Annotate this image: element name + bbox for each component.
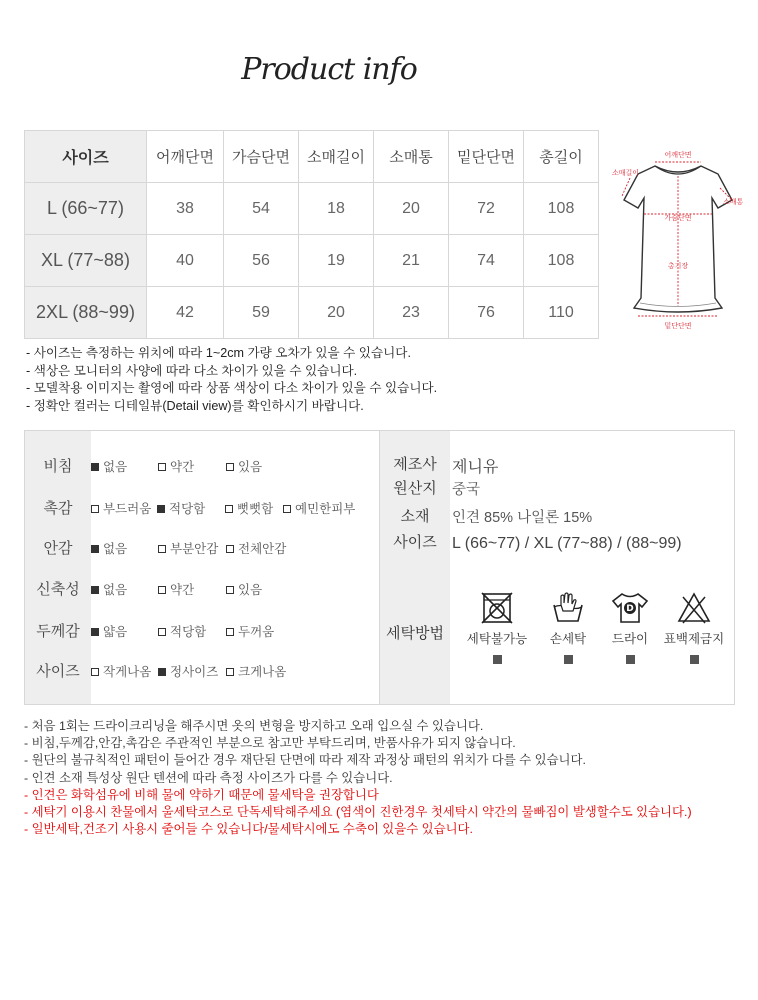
table-row [25, 183, 599, 235]
care-notes [24, 718, 692, 838]
attribute-option [226, 457, 296, 475]
warning-note-line: - 인견은 화학섬유에 비해 물에 약하기 때문에 물세탁을 권장합니다 [24, 787, 379, 802]
option-label: 부드러움 [103, 502, 152, 516]
sleeve-width-label: 소매통 [723, 198, 744, 206]
attribute-options [91, 622, 296, 640]
sleeve-length-label: 소매길이 [612, 169, 640, 177]
size-notes [26, 345, 437, 415]
unchecked-box-icon [225, 505, 233, 513]
dry-clean-icon [610, 591, 650, 625]
wash-marker [626, 655, 635, 664]
wash-label-text: 드라이 [611, 632, 649, 646]
note-line: - 사이즈는 측정하는 위치에 따라 1~2cm 가량 오차가 있을 수 있습니다. [26, 346, 411, 360]
wash-marker [564, 655, 573, 664]
attribute-options [91, 580, 296, 598]
attribute-option [158, 622, 226, 640]
size-cell: 2XL (88~99) [25, 287, 147, 339]
table-cell: 110 [524, 287, 599, 339]
warning-note-line: - 일반세탁,건조기 사용시 줄어들 수 있습니다/물세탁시에도 수축이 있을수 있습니다. [24, 822, 473, 837]
attribute-option [158, 539, 226, 557]
table-cell: 72 [449, 183, 524, 235]
attribute-option [283, 499, 363, 517]
unchecked-box-icon [158, 628, 166, 636]
attribute-option [91, 580, 158, 598]
option-label: 약간 [170, 460, 195, 474]
attribute-option [91, 622, 158, 640]
hem-label: 밑단단면 [664, 322, 692, 330]
table-cell: 74 [449, 235, 524, 287]
origin-label: 원산지 [393, 480, 437, 497]
attributes-panel [25, 431, 379, 704]
option-label: 전체안감 [238, 542, 287, 556]
option-label: 부분안감 [170, 542, 219, 556]
option-label: 없음 [103, 542, 128, 556]
attribute-options [91, 539, 296, 557]
hand-wash-icon [551, 591, 585, 625]
note-line: - 색상은 모니터의 사양에 따라 다소 차이가 있을 수 있습니다. [26, 363, 358, 378]
table-cell: 20 [374, 183, 449, 235]
attribute-option [226, 622, 296, 640]
table-cell: 23 [374, 287, 449, 339]
note-line: - 처음 1회는 드라이크리닝을 해주시면 옷의 변형을 방지하고 오래 입으실 수 있습니다. [24, 719, 484, 733]
size-table-header [25, 131, 599, 183]
table-cell: 19 [299, 235, 374, 287]
attribute-option [91, 539, 158, 557]
size-cell: L (66~77) [25, 183, 147, 235]
no-bleach-icon [677, 591, 711, 625]
svg-text:D: D [626, 604, 634, 614]
attribute-option [225, 499, 283, 517]
table-cell: 76 [449, 287, 524, 339]
size-table [24, 130, 599, 339]
attribute-label: 두께감 [36, 623, 80, 640]
chest-header: 가슴단면 [224, 131, 299, 183]
table-cell: 108 [524, 183, 599, 235]
attribute-options [91, 662, 296, 680]
product-details-panel [379, 431, 735, 704]
table-cell: 18 [299, 183, 374, 235]
no-washing-machine-icon [480, 591, 514, 625]
origin-value: 중국 [452, 482, 481, 498]
unchecked-box-icon [158, 586, 166, 594]
attribute-label: 신축성 [36, 581, 80, 598]
manufacturer-value: 제니유 [452, 459, 499, 476]
unchecked-box-icon [226, 668, 234, 676]
total-length-header: 총길이 [524, 131, 599, 183]
checked-box-icon [91, 628, 99, 636]
table-cell: 20 [299, 287, 374, 339]
table-cell: 56 [224, 235, 299, 287]
note-line: - 비침,두께감,안감,촉감은 주관적인 부분으로 참고만 부탁드리며, 반품사유가 되지 않습니다. [24, 736, 516, 751]
wash-label-text: 표백제금지 [663, 632, 725, 646]
material-value: 인견 85% 나일론 15% [452, 510, 593, 526]
wash-label-text: 손세탁 [549, 632, 587, 646]
hem-header: 밑단단면 [449, 131, 524, 183]
size-header: 사이즈 [25, 131, 147, 183]
attribute-option [91, 499, 157, 517]
unchecked-box-icon [158, 463, 166, 471]
size-label: 사이즈 [393, 534, 437, 551]
option-label: 적당함 [169, 502, 206, 516]
table-cell: 42 [147, 287, 224, 339]
unchecked-box-icon [283, 505, 291, 513]
note-line: - 인견 소재 특성상 원단 텐션에 따라 측정 사이즈가 다를 수 있습니다. [24, 770, 393, 785]
dress-measurement-diagram [608, 148, 748, 333]
note-line: - 원단의 불규칙적인 패턴이 들어간 경우 재단된 단면에 따라 제작 과정상 패턴의 위치가 다를 수 있습니다. [24, 753, 586, 768]
table-row [25, 235, 599, 287]
unchecked-box-icon [226, 463, 234, 471]
attribute-option [226, 662, 296, 680]
unchecked-box-icon [226, 586, 234, 594]
table-cell: 59 [224, 287, 299, 339]
sleeve-length-header: 소매길이 [299, 131, 374, 183]
table-cell: 40 [147, 235, 224, 287]
attribute-options [91, 457, 296, 475]
option-label: 적당함 [170, 625, 207, 639]
shoulder-label: 어깨단면 [664, 151, 692, 159]
attribute-label: 촉감 [43, 500, 73, 517]
option-label: 얇음 [103, 625, 128, 639]
table-cell: 21 [374, 235, 449, 287]
checked-box-icon [91, 545, 99, 553]
table-cell: 108 [524, 235, 599, 287]
chest-label: 가슴단면 [664, 214, 692, 222]
wash-marker [690, 655, 699, 664]
unchecked-box-icon [226, 628, 234, 636]
note-line: - 정확안 컬러는 디테일뷰(Detail view)를 확인하시기 바랍니다. [26, 398, 364, 413]
option-label: 예민한피부 [295, 502, 356, 516]
wash-item [599, 591, 661, 664]
attribute-option [226, 539, 296, 557]
attribute-option [158, 457, 226, 475]
material-label: 소재 [400, 508, 430, 525]
attribute-option [158, 662, 226, 680]
wash-label-text: 세탁불가능 [466, 632, 528, 646]
unchecked-box-icon [158, 545, 166, 553]
option-label: 작게나옴 [103, 665, 152, 679]
warning-note-line: - 세탁기 이용시 찬물에서 울세탁코스로 단독세탁해주세요 (염색이 진한경우 첫세탁시 약간의 물빠짐이 발생할수도 있습니다.) [24, 805, 692, 820]
attribute-option [91, 662, 158, 680]
option-label: 없음 [103, 460, 128, 474]
option-label: 있음 [238, 460, 263, 474]
page-title: Product info [241, 52, 417, 87]
option-label: 없음 [103, 583, 128, 597]
wash-label: 세탁방법 [386, 625, 444, 642]
table-cell: 54 [224, 183, 299, 235]
product-info-box [24, 430, 735, 705]
checked-box-icon [91, 463, 99, 471]
attribute-label: 비침 [43, 458, 73, 475]
note-line: - 모델착용 이미지는 촬영에 따라 상품 색상이 다소 차이가 있을 수 있습니다. [26, 381, 438, 395]
unchecked-box-icon [91, 668, 99, 676]
option-label: 뻣뻣함 [237, 502, 274, 516]
shoulder-header: 어깨단면 [147, 131, 224, 183]
manufacturer-label: 제조사 [393, 456, 437, 473]
attribute-option [158, 580, 226, 598]
checked-box-icon [91, 586, 99, 594]
option-label: 있음 [238, 583, 263, 597]
attribute-option [226, 580, 296, 598]
size-value: L (66~77) / XL (77~88) / (88~99) [452, 535, 682, 552]
unchecked-box-icon [91, 505, 99, 513]
option-label: 약간 [170, 583, 195, 597]
wash-item [661, 591, 727, 664]
attribute-options [91, 499, 363, 517]
attribute-label: 사이즈 [36, 663, 80, 680]
option-label: 정사이즈 [170, 665, 219, 679]
option-label: 크게나옴 [238, 665, 287, 679]
checked-box-icon [158, 668, 166, 676]
attribute-option [157, 499, 225, 517]
total-length-label: 총기장 [667, 262, 689, 270]
attribute-label: 안감 [43, 540, 73, 557]
wash-item [537, 591, 599, 664]
option-label: 두꺼움 [238, 625, 275, 639]
wash-item [457, 591, 537, 664]
table-row [25, 287, 599, 339]
sleeve-width-header: 소매통 [374, 131, 449, 183]
size-cell: XL (77~88) [25, 235, 147, 287]
unchecked-box-icon [226, 545, 234, 553]
attribute-option [91, 457, 158, 475]
table-cell: 38 [147, 183, 224, 235]
checked-box-icon [157, 505, 165, 513]
wash-marker [493, 655, 502, 664]
